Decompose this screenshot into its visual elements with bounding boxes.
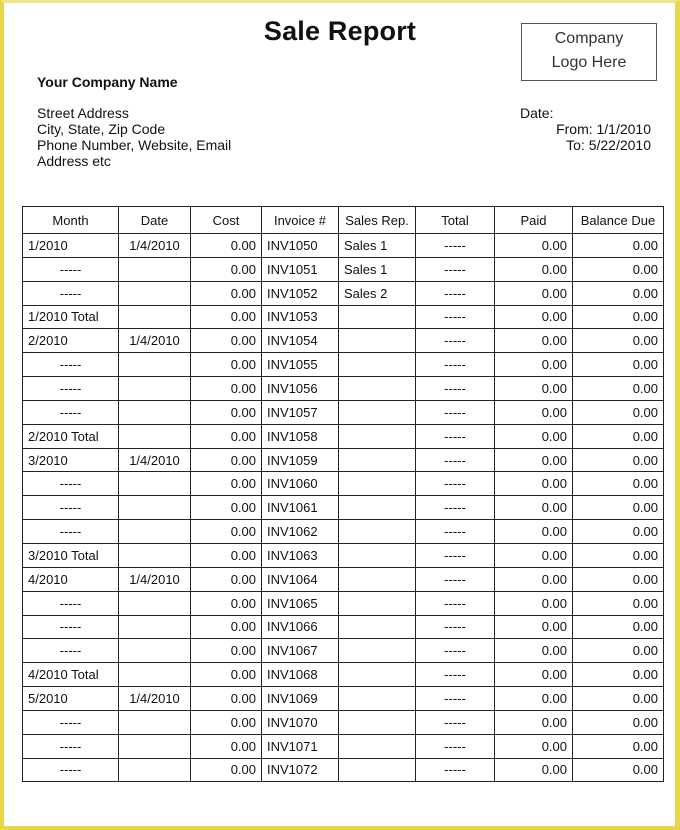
cost-cell: 0.00 xyxy=(191,400,262,424)
cost-cell: 0.00 xyxy=(191,472,262,496)
cost-cell: 0.00 xyxy=(191,329,262,353)
total-cell: ----- xyxy=(416,520,495,544)
month-cell: ----- xyxy=(23,353,119,377)
sales-rep-cell xyxy=(339,424,416,448)
table-row xyxy=(23,496,664,520)
date-from: From: 1/1/2010 xyxy=(556,121,651,137)
table-row xyxy=(23,353,664,377)
balance-due-cell: 0.00 xyxy=(573,377,664,401)
street-address: Street Address xyxy=(37,105,129,121)
month-cell: ----- xyxy=(23,734,119,758)
paid-cell: 0.00 xyxy=(495,400,573,424)
cost-cell: 0.00 xyxy=(191,567,262,591)
cost-cell: 0.00 xyxy=(191,639,262,663)
table-row xyxy=(23,329,664,353)
sales-rep-cell xyxy=(339,710,416,734)
balance-due-cell: 0.00 xyxy=(573,543,664,567)
cost-cell: 0.00 xyxy=(191,234,262,258)
cost-header: Cost xyxy=(191,207,262,234)
date-cell: 1/4/2010 xyxy=(119,687,191,711)
month-cell: ----- xyxy=(23,758,119,782)
balance-due-cell: 0.00 xyxy=(573,520,664,544)
month-cell: ----- xyxy=(23,639,119,663)
total-header: Total xyxy=(416,207,495,234)
cost-cell: 0.00 xyxy=(191,758,262,782)
cost-cell: 0.00 xyxy=(191,591,262,615)
date-cell xyxy=(119,305,191,329)
paid-cell: 0.00 xyxy=(495,353,573,377)
date-cell xyxy=(119,496,191,520)
invoice-cell: INV1072 xyxy=(262,758,339,782)
paid-cell: 0.00 xyxy=(495,734,573,758)
cost-cell: 0.00 xyxy=(191,496,262,520)
balance-due-cell: 0.00 xyxy=(573,281,664,305)
balance-due-cell: 0.00 xyxy=(573,448,664,472)
table-row xyxy=(23,257,664,281)
sales-rep-cell xyxy=(339,734,416,758)
table-row xyxy=(23,448,664,472)
cost-cell: 0.00 xyxy=(191,377,262,401)
month-cell: 5/2010 xyxy=(23,687,119,711)
balance-due-cell: 0.00 xyxy=(573,353,664,377)
balance-due-cell: 0.00 xyxy=(573,234,664,258)
paid-cell: 0.00 xyxy=(495,615,573,639)
table-row xyxy=(23,543,664,567)
paid-cell: 0.00 xyxy=(495,472,573,496)
month-cell: ----- xyxy=(23,472,119,496)
month-header: Month xyxy=(23,207,119,234)
table-row xyxy=(23,591,664,615)
total-cell: ----- xyxy=(416,615,495,639)
total-cell: ----- xyxy=(416,281,495,305)
sales-rep-cell xyxy=(339,758,416,782)
paid-cell: 0.00 xyxy=(495,424,573,448)
total-cell: ----- xyxy=(416,710,495,734)
month-cell: ----- xyxy=(23,615,119,639)
total-cell: ----- xyxy=(416,377,495,401)
month-cell: 2/2010 Total xyxy=(23,424,119,448)
sales-rep-cell xyxy=(339,472,416,496)
paid-cell: 0.00 xyxy=(495,329,573,353)
invoice-cell: INV1053 xyxy=(262,305,339,329)
date-header: Date xyxy=(119,207,191,234)
invoice-cell: INV1057 xyxy=(262,400,339,424)
paid-cell: 0.00 xyxy=(495,305,573,329)
table-row xyxy=(23,377,664,401)
sales-rep-cell xyxy=(339,305,416,329)
invoice-cell: INV1062 xyxy=(262,520,339,544)
date-cell xyxy=(119,543,191,567)
total-cell: ----- xyxy=(416,472,495,496)
date-cell: 1/4/2010 xyxy=(119,234,191,258)
balance-due-cell: 0.00 xyxy=(573,663,664,687)
paid-cell: 0.00 xyxy=(495,758,573,782)
balance-due-cell: 0.00 xyxy=(573,305,664,329)
contact-info: Phone Number, Website, Email xyxy=(37,137,232,153)
table-row xyxy=(23,758,664,782)
balance-due-cell: 0.00 xyxy=(573,567,664,591)
date-cell xyxy=(119,377,191,401)
page-title: Sale Report xyxy=(263,16,417,46)
table-body xyxy=(23,234,664,782)
sales-rep-cell: Sales 1 xyxy=(339,257,416,281)
month-cell: ----- xyxy=(23,710,119,734)
city-state-zip: City, State, Zip Code xyxy=(37,121,166,137)
table-row xyxy=(23,472,664,496)
balance-due-cell: 0.00 xyxy=(573,472,664,496)
paid-cell: 0.00 xyxy=(495,281,573,305)
paid-header: Paid xyxy=(495,207,573,234)
total-cell: ----- xyxy=(416,496,495,520)
month-cell: ----- xyxy=(23,281,119,305)
month-cell: ----- xyxy=(23,591,119,615)
sales-rep-cell xyxy=(339,567,416,591)
date-range xyxy=(520,105,651,153)
invoice-cell: INV1063 xyxy=(262,543,339,567)
invoice-header: Invoice # xyxy=(262,207,339,234)
balance-due-header: Balance Due xyxy=(573,207,664,234)
sales-rep-cell xyxy=(339,520,416,544)
cost-cell: 0.00 xyxy=(191,543,262,567)
total-cell: ----- xyxy=(416,567,495,591)
table-row xyxy=(23,687,664,711)
cost-cell: 0.00 xyxy=(191,615,262,639)
paid-cell: 0.00 xyxy=(495,234,573,258)
date-cell xyxy=(119,353,191,377)
balance-due-cell: 0.00 xyxy=(573,710,664,734)
invoice-cell: INV1052 xyxy=(262,281,339,305)
table-row xyxy=(23,567,664,591)
company-name: Your Company Name xyxy=(37,74,178,90)
sales-rep-cell xyxy=(339,687,416,711)
total-cell: ----- xyxy=(416,543,495,567)
sales-rep-header: Sales Rep. xyxy=(339,207,416,234)
table-row xyxy=(23,615,664,639)
table-row xyxy=(23,305,664,329)
date-to: To: 5/22/2010 xyxy=(566,137,651,153)
month-cell: ----- xyxy=(23,377,119,401)
paid-cell: 0.00 xyxy=(495,257,573,281)
cost-cell: 0.00 xyxy=(191,734,262,758)
table-row xyxy=(23,234,664,258)
invoice-cell: INV1064 xyxy=(262,567,339,591)
total-cell: ----- xyxy=(416,639,495,663)
date-cell: 1/4/2010 xyxy=(119,329,191,353)
balance-due-cell: 0.00 xyxy=(573,734,664,758)
paid-cell: 0.00 xyxy=(495,687,573,711)
invoice-cell: INV1055 xyxy=(262,353,339,377)
date-cell xyxy=(119,758,191,782)
date-cell xyxy=(119,615,191,639)
table-header-row xyxy=(23,207,664,234)
total-cell: ----- xyxy=(416,305,495,329)
balance-due-cell: 0.00 xyxy=(573,257,664,281)
balance-due-cell: 0.00 xyxy=(573,329,664,353)
table-row xyxy=(23,520,664,544)
paid-cell: 0.00 xyxy=(495,520,573,544)
invoice-cell: INV1054 xyxy=(262,329,339,353)
total-cell: ----- xyxy=(416,234,495,258)
month-cell: 3/2010 xyxy=(23,448,119,472)
company-logo-placeholder xyxy=(521,23,657,81)
cost-cell: 0.00 xyxy=(191,687,262,711)
cost-cell: 0.00 xyxy=(191,353,262,377)
balance-due-cell: 0.00 xyxy=(573,639,664,663)
invoice-cell: INV1067 xyxy=(262,639,339,663)
total-cell: ----- xyxy=(416,758,495,782)
total-cell: ----- xyxy=(416,448,495,472)
invoice-cell: INV1056 xyxy=(262,377,339,401)
date-cell xyxy=(119,710,191,734)
paid-cell: 0.00 xyxy=(495,377,573,401)
invoice-cell: INV1065 xyxy=(262,591,339,615)
table-row xyxy=(23,400,664,424)
paid-cell: 0.00 xyxy=(495,567,573,591)
month-cell: 3/2010 Total xyxy=(23,543,119,567)
cost-cell: 0.00 xyxy=(191,710,262,734)
cost-cell: 0.00 xyxy=(191,448,262,472)
sales-rep-cell xyxy=(339,353,416,377)
sales-rep-cell xyxy=(339,615,416,639)
invoice-cell: INV1069 xyxy=(262,687,339,711)
paid-cell: 0.00 xyxy=(495,591,573,615)
invoice-cell: INV1070 xyxy=(262,710,339,734)
month-cell: 4/2010 Total xyxy=(23,663,119,687)
invoice-cell: INV1058 xyxy=(262,424,339,448)
date-cell xyxy=(119,639,191,663)
invoice-cell: INV1051 xyxy=(262,257,339,281)
month-cell: ----- xyxy=(23,520,119,544)
cost-cell: 0.00 xyxy=(191,305,262,329)
invoice-cell: INV1068 xyxy=(262,663,339,687)
date-cell xyxy=(119,591,191,615)
invoice-cell: INV1059 xyxy=(262,448,339,472)
table-row xyxy=(23,734,664,758)
total-cell: ----- xyxy=(416,400,495,424)
invoice-cell: INV1060 xyxy=(262,472,339,496)
sales-rep-cell: Sales 2 xyxy=(339,281,416,305)
table-row xyxy=(23,710,664,734)
sales-rep-cell xyxy=(339,377,416,401)
sales-rep-cell xyxy=(339,591,416,615)
date-cell xyxy=(119,400,191,424)
date-cell xyxy=(119,424,191,448)
total-cell: ----- xyxy=(416,257,495,281)
total-cell: ----- xyxy=(416,663,495,687)
company-address xyxy=(37,105,231,169)
date-cell: 1/4/2010 xyxy=(119,567,191,591)
logo-line-1: Company xyxy=(554,30,624,47)
sales-rep-cell: Sales 1 xyxy=(339,234,416,258)
cost-cell: 0.00 xyxy=(191,520,262,544)
logo-line-2: Logo Here xyxy=(551,54,627,71)
invoice-cell: INV1066 xyxy=(262,615,339,639)
total-cell: ----- xyxy=(416,329,495,353)
month-cell: ----- xyxy=(23,496,119,520)
paid-cell: 0.00 xyxy=(495,710,573,734)
month-cell: 4/2010 xyxy=(23,567,119,591)
paid-cell: 0.00 xyxy=(495,543,573,567)
balance-due-cell: 0.00 xyxy=(573,758,664,782)
date-cell xyxy=(119,663,191,687)
date-cell xyxy=(119,520,191,544)
paid-cell: 0.00 xyxy=(495,496,573,520)
month-cell: 1/2010 xyxy=(23,234,119,258)
balance-due-cell: 0.00 xyxy=(573,424,664,448)
sales-rep-cell xyxy=(339,448,416,472)
balance-due-cell: 0.00 xyxy=(573,400,664,424)
balance-due-cell: 0.00 xyxy=(573,687,664,711)
table-row xyxy=(23,281,664,305)
balance-due-cell: 0.00 xyxy=(573,591,664,615)
table-row xyxy=(23,639,664,663)
date-cell xyxy=(119,734,191,758)
address-extra: Address etc xyxy=(37,153,111,169)
table-row xyxy=(23,424,664,448)
sales-rep-cell xyxy=(339,496,416,520)
sales-table xyxy=(22,206,664,782)
date-cell: 1/4/2010 xyxy=(119,448,191,472)
total-cell: ----- xyxy=(416,687,495,711)
invoice-cell: INV1050 xyxy=(262,234,339,258)
sales-rep-cell xyxy=(339,400,416,424)
cost-cell: 0.00 xyxy=(191,663,262,687)
month-cell: 1/2010 Total xyxy=(23,305,119,329)
month-cell: 2/2010 xyxy=(23,329,119,353)
cost-cell: 0.00 xyxy=(191,281,262,305)
month-cell: ----- xyxy=(23,257,119,281)
sales-rep-cell xyxy=(339,663,416,687)
total-cell: ----- xyxy=(416,353,495,377)
date-label: Date: xyxy=(520,105,554,121)
balance-due-cell: 0.00 xyxy=(573,496,664,520)
total-cell: ----- xyxy=(416,424,495,448)
cost-cell: 0.00 xyxy=(191,257,262,281)
total-cell: ----- xyxy=(416,591,495,615)
sales-rep-cell xyxy=(339,329,416,353)
date-cell xyxy=(119,257,191,281)
sales-rep-cell xyxy=(339,543,416,567)
date-cell xyxy=(119,472,191,496)
paid-cell: 0.00 xyxy=(495,448,573,472)
invoice-cell: INV1071 xyxy=(262,734,339,758)
table-row xyxy=(23,663,664,687)
sales-rep-cell xyxy=(339,639,416,663)
invoice-cell: INV1061 xyxy=(262,496,339,520)
paid-cell: 0.00 xyxy=(495,663,573,687)
date-cell xyxy=(119,281,191,305)
cost-cell: 0.00 xyxy=(191,424,262,448)
balance-due-cell: 0.00 xyxy=(573,615,664,639)
month-cell: ----- xyxy=(23,400,119,424)
paid-cell: 0.00 xyxy=(495,639,573,663)
total-cell: ----- xyxy=(416,734,495,758)
